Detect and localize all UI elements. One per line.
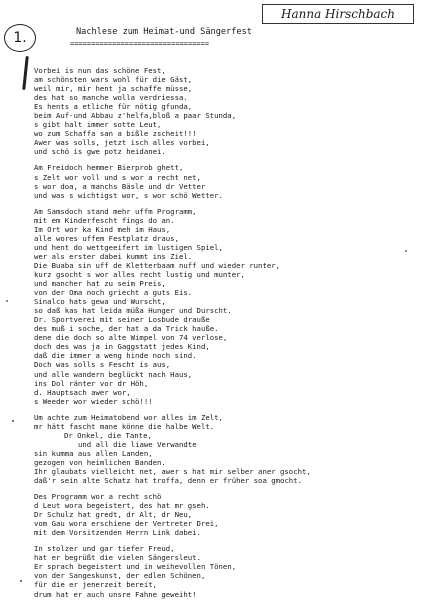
stanza-6 (34, 544, 418, 598)
poem-line: ins Dol ränter vor dr Höh, (34, 378, 149, 388)
poem-line: beim Auf-und Abbau z'helfa,bloß a paar Stunda, (34, 111, 237, 121)
stanza-1 (34, 66, 418, 156)
stanza-3 (34, 207, 418, 406)
poem-line: wo zum Schaffa san a bißle zscheit!!! (34, 129, 197, 139)
poem-line: von der Sangeskunst, der edlen Schönen, (34, 571, 206, 581)
poem-line: Es hents a etliche für nötig gfunda, (34, 102, 193, 112)
poem-line: Dr Schulz hat gredt, dr Alt, dr Neu, (34, 510, 193, 520)
poem-line: alle wores uffem Festplatz draus, (34, 233, 179, 243)
poem-line: so daß kas hat leida müßa Hunger und Durscht. (34, 306, 232, 316)
poem-line: mr hätt fascht mane könne die halbe Welt. (34, 421, 215, 431)
poem-line: d Leut wora begeistert, des hat mr gseh. (34, 501, 210, 511)
poem-line: für die er jenerzeit bereit, (34, 580, 158, 590)
poem-line: Er sprach begeistert und in weihevollen Tönen, (34, 562, 237, 572)
poem-line: weil mir, mir hent ja schaffe müsse, (34, 84, 193, 94)
poem-line: dene die doch so alte Wimpel von 74 verlose, (34, 333, 228, 343)
poem-line: s gibt halt immer sotte Leut, (34, 120, 162, 130)
poem-line: des muß i soche, der hat a da Trick hauße. (34, 324, 219, 334)
poem-line: d. Hauptsach awer wor, (34, 387, 131, 397)
poem-line: In stolzer und gar tiefer Freud, (34, 544, 175, 554)
poem-line: doch des was ja in Gaggstatt jedes Kind, (34, 342, 210, 352)
poem-line: Am Freidoch hemmer Bierprob ghett, (34, 163, 184, 173)
poem-line: sin kumma aus allen Landen, (34, 448, 153, 458)
poem-line: Awer was solls, jetzt isch alles vorbei, (34, 138, 210, 148)
poem-line: des hat so manche wolla verdriessa. (34, 93, 188, 103)
poem-line: und hent do wettgeeifert im lustigen Spiel, (34, 242, 223, 252)
poem-line: daß die immer a weng hinde noch sind. (34, 351, 197, 361)
page-number: 1. (4, 24, 36, 52)
scan-speck (6, 300, 8, 302)
poem-line-indented: Dr Onkel, die Tante, (64, 430, 152, 440)
poem-line: wer als erster dabei kummt ins Ziel. (34, 251, 193, 261)
poem-body (34, 66, 418, 606)
poem-line: kurz gsocht s wor alles recht lustig und munter, (34, 269, 245, 279)
poem-line: am schönsten wars wohl für die Gäst, (34, 75, 193, 85)
poem-line: Im Ort wor ka Kind meh im Haus, (34, 224, 171, 234)
poem-line: Doch was solls s Fescht is aus, (34, 360, 171, 370)
poem-line: und schö is gwe potz heidanei. (34, 147, 166, 157)
scan-speck (20, 580, 22, 582)
document-title: Nachlese zum Heimat-und Sängerfest (76, 27, 252, 37)
stanza-5 (34, 492, 418, 537)
poem-line: und mancher hat zu seim Preis, (34, 279, 166, 289)
poem-line: vom Gau wora erschiene der Vertreter Drei, (34, 519, 219, 529)
poem-line: mit em Kinderfescht fings do an. (34, 215, 175, 225)
poem-line: s Weeder wor wieder schö!!! (34, 396, 153, 406)
poem-line-indented: und all die liawe Verwandte (78, 439, 197, 449)
poem-line: drum hat er auch unsre Fahne geweiht! (34, 589, 197, 599)
stanza-2 (34, 163, 418, 199)
title-underline: ================================= (70, 40, 210, 48)
poem-line: hat er begrüßt die vielen Sängersleut. (34, 553, 201, 563)
poem-line: Des Programm wor a recht schö (34, 492, 162, 502)
poem-line: Am Samsdoch stand mehr uffm Programm, (34, 206, 197, 216)
poem-line: von der Oma noch griecht a guts Eis. (34, 288, 193, 298)
poem-line: Vorbei is nun das schöne Fest, (34, 66, 166, 75)
poem-line: Sinalco hats gewa und Wurscht, (34, 297, 166, 307)
poem-line: Dr. Sportverei mit seiner Losbude drauße (34, 315, 210, 325)
poem-line: Die Buaba sin uff de Kletterbaam nuff und wieder runter, (34, 260, 281, 270)
margin-pen-mark (22, 56, 29, 90)
scan-speck (12, 420, 14, 422)
scan-speck (405, 250, 407, 252)
poem-line: s Zelt wor voll und s wor a recht net, (34, 172, 201, 182)
poem-line: und was s wichtigst wor, s wor schö Wetter. (34, 190, 223, 200)
poem-line: gezogen von heimlichen Banden. (34, 457, 166, 467)
stanza-4 (34, 413, 418, 485)
poem-line: Um achte zum Heimatobend wor alles im Zelt, (34, 412, 223, 422)
poem-line: und alle wandern beglückt nach Haus, (34, 369, 193, 379)
poem-line: daß'r sein alte Schatz hat troffa, denn er früher soa gmocht. (34, 476, 302, 486)
poem-line: Ihr glaubats vielleicht net, awer s hat mir selber aner gsocht, (34, 466, 311, 476)
poem-line: mit dem Vorsitzenden Herrn Link dabei. (34, 528, 201, 538)
author-name-box: Hanna Hirschbach (262, 4, 414, 24)
poem-line: s wor doa, a manchs Bäsle und dr Vetter (34, 181, 206, 191)
